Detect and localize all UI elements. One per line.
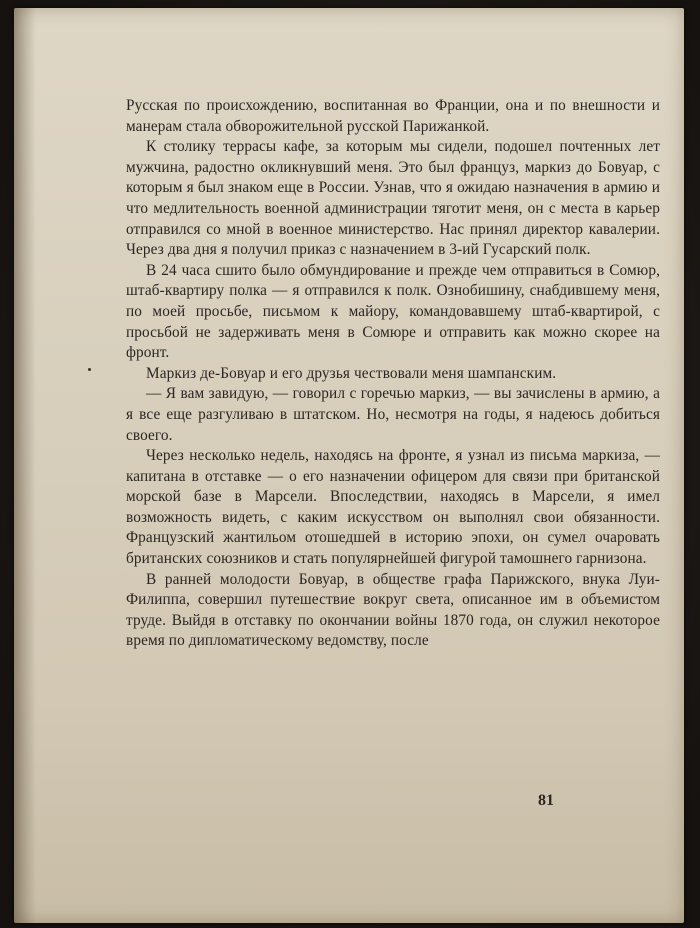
paragraph: К столику террасы кафе, за которым мы сидели, подошел почтенных лет мужчина, радостно окликнувший меня. Это был француз, маркиз до Бовуар, с которым я был знаком еще в России. Узнав, что я ожидаю назначения в армию и что медлительность военной администрации тяготит меня, он с места в карьер отправился со мной в военное министерство. Нас принял директор кавалерии. Через два дня я получил приказ с назначением в 3-ий Гусарский полк. [126, 138, 660, 259]
paper-speck [88, 368, 91, 371]
spine-shadow [14, 8, 36, 923]
paragraph: Через несколько недель, находясь на фронте, я узнал из письма маркиза, — капитана в отставке — о его назначении офицером для связи при британской морской базе в Марсели. Впоследствии, находясь в Марсели, я имел возможность видеть, с каким искусством он выполнял свои обязанности. Французский жантильом отошедшей в историю эпохи, он сумел очаровать британских союзников и стать популярнейшей фигурой тамошнего гарнизона. [126, 447, 660, 568]
paragraph: Маркиз де-Бовуар и его друзья чествовали меня шампанским. [146, 364, 557, 382]
paragraph: Русская по происхождению, воспитанная во Франции, она и по внешности и манерам стала обворожительной русской Парижанкой. [126, 97, 660, 135]
paragraph: — Я вам завидую, — говорил с горечью маркиз, — вы зачислены в армию, а я все еще разгуливаю в штатском. Но, несмотря на годы, я надеюсь добиться своего. [126, 385, 660, 444]
page-text [126, 96, 660, 652]
page-number: 81 [538, 792, 554, 809]
paragraph: В ранней молодости Бовуар, в обществе графа Парижского, внука Луи-Филиппа, совершил путешествие вокруг света, описанное им в объемистом труде. Выйдя в отставку по окончании войны 1870 года, он служил некоторое время по дипломатическому ведомству, после [126, 570, 660, 650]
paragraph: В 24 часа сшито было обмундирование и прежде чем отправиться в Сомюр, штаб-квартиру полка — я отправился к полк. Ознобишину, снабдившему меня, по моей просьбе, письмом к майору, командовавшему штаб-квартирой, с просьбой не задерживать меня в Сомюре и отправить как можно скорее на фронт. [126, 261, 660, 362]
